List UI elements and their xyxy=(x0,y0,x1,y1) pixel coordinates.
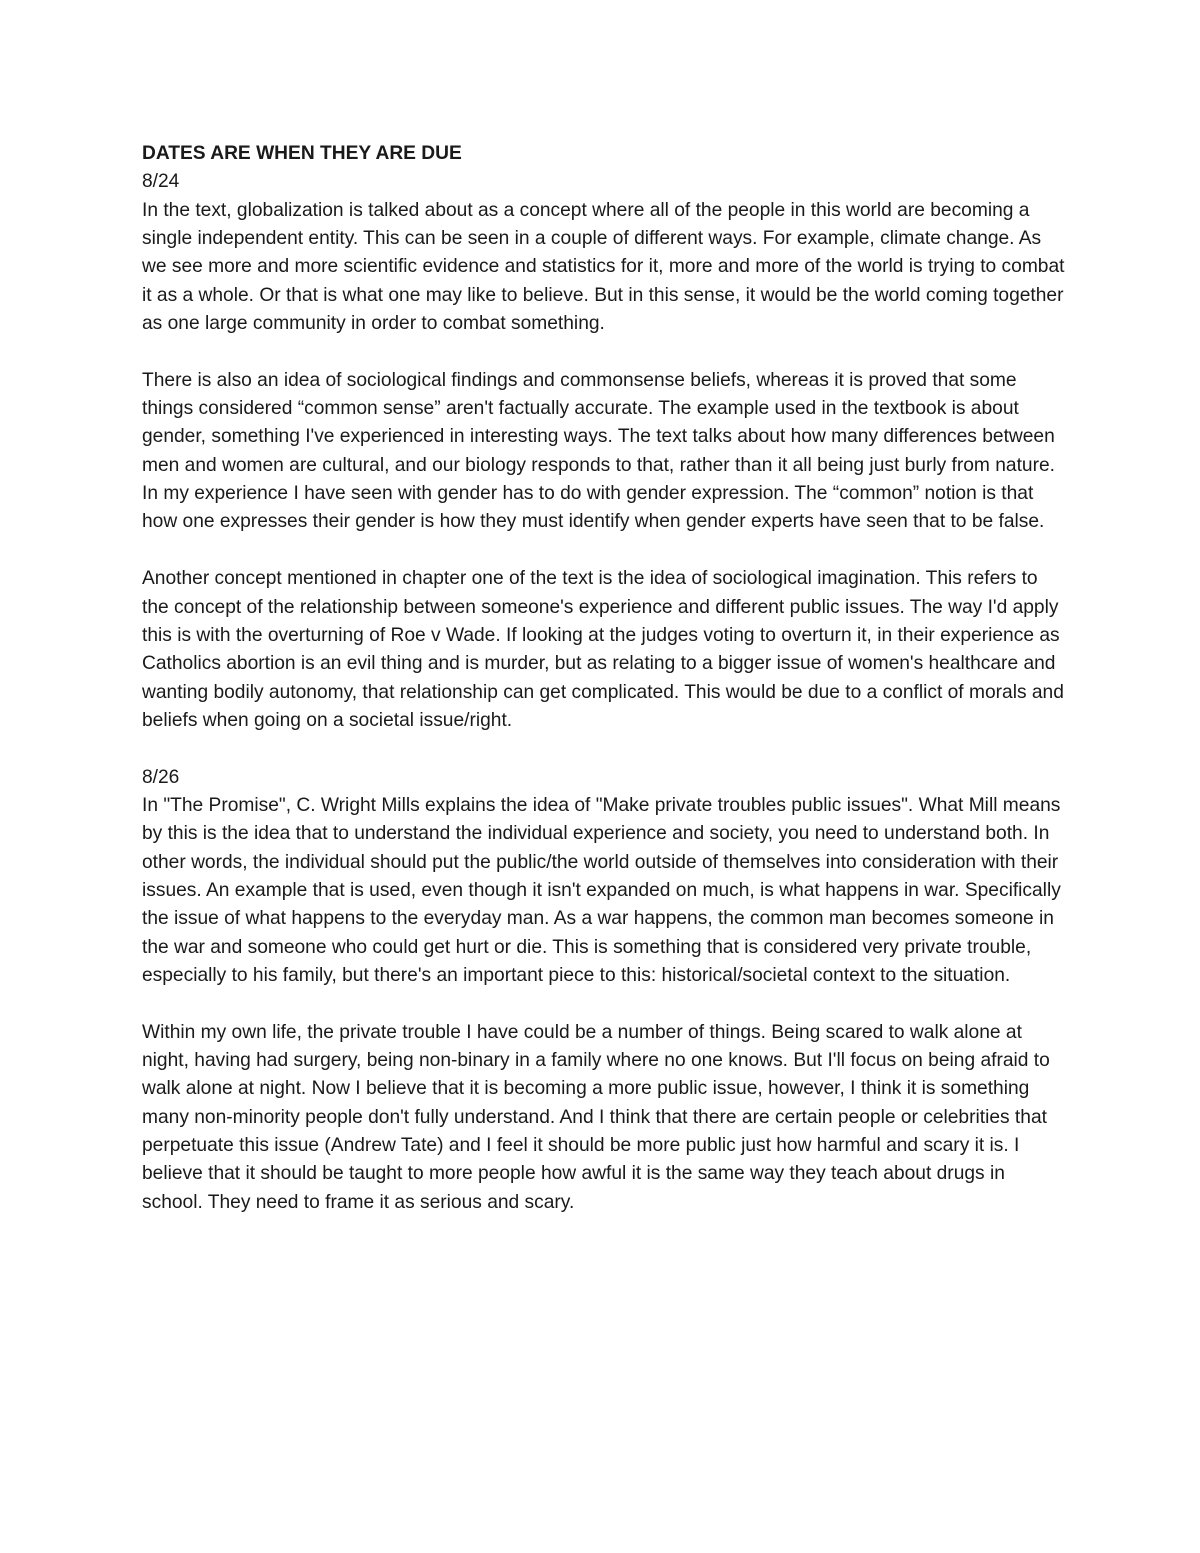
entry-date: 8/26 xyxy=(142,766,180,788)
document-body xyxy=(142,140,1067,1245)
paragraph: In the text, globalization is talked about as a concept where all of the people in this world are becoming a single independent entity. This can be seen in a couple of different ways. For example, climate change. As we see more and more scientific evidence and statistics for it, more and more of the world is trying to combat it as a whole. Or that is what one may like to believe. But in this sense, it would be the world coming together as one large community in order to combat something. xyxy=(142,199,1065,335)
paragraph: In "The Promise", C. Wright Mills explains the idea of "Make private troubles public issues". What Mill means by this is the idea that to understand the individual experience and society, you need to understand both. In other words, the individual should put the public/the world outside of themselves into consideration with their issues. An example that is used, even though it isn't expanded on much, is what happens in war. Specifically the issue of what happens to the everyday man. As a war happens, the common man becomes someone in the war and someone who could get hurt or die. This is something that is considered very private trouble, especially to his family, but there's an important piece to this: historical/societal context to the situation. xyxy=(142,794,1061,986)
paragraph: Another concept mentioned in chapter one of the text is the idea of sociological imagination. This refers to the concept of the relationship between someone's experience and different public issues. The way I'd apply this is with the overturning of Roe v Wade. If looking at the judges voting to overturn it, in their experience as Catholics abortion is an evil thing and is murder, but as relating to a bigger issue of women's healthcare and wanting bodily autonomy, that relationship can get complicated. This would be due to a conflict of morals and beliefs when going on a societal issue/right. xyxy=(142,568,1064,731)
paragraph: Within my own life, the private trouble I have could be a number of things. Being scared to walk alone at night, having had surgery, being non-binary in a family where no one knows. But I'll focus on being afraid to walk alone at night. Now I believe that it is becoming a more public issue, however, I think it is something many non-minority people don't fully understand. And I think that there are certain people or celebrities that perpetuate this issue (Andrew Tate) and I feel it should be more public just how harmful and scary it is. I believe that it should be taught to more people how awful it is the same way they teach about drugs in school. They need to frame it as serious and scary. xyxy=(142,1021,1050,1213)
document-heading: DATES ARE WHEN THEY ARE DUE xyxy=(142,143,462,164)
entry-date: 8/24 xyxy=(142,171,180,193)
paragraph: There is also an idea of sociological findings and commonsense beliefs, whereas it is proved that some things considered “common sense” aren't factually accurate. The example used in the textbook is about gender, something I've experienced in interesting ways. The text talks about how many differences between men and women are cultural, and our biology responds to that, rather than it all being just burly from nature. In my experience I have seen with gender has to do with gender expression. The “common” notion is that how one expresses their gender is how they must identify when gender experts have seen that to be false. xyxy=(142,369,1055,533)
